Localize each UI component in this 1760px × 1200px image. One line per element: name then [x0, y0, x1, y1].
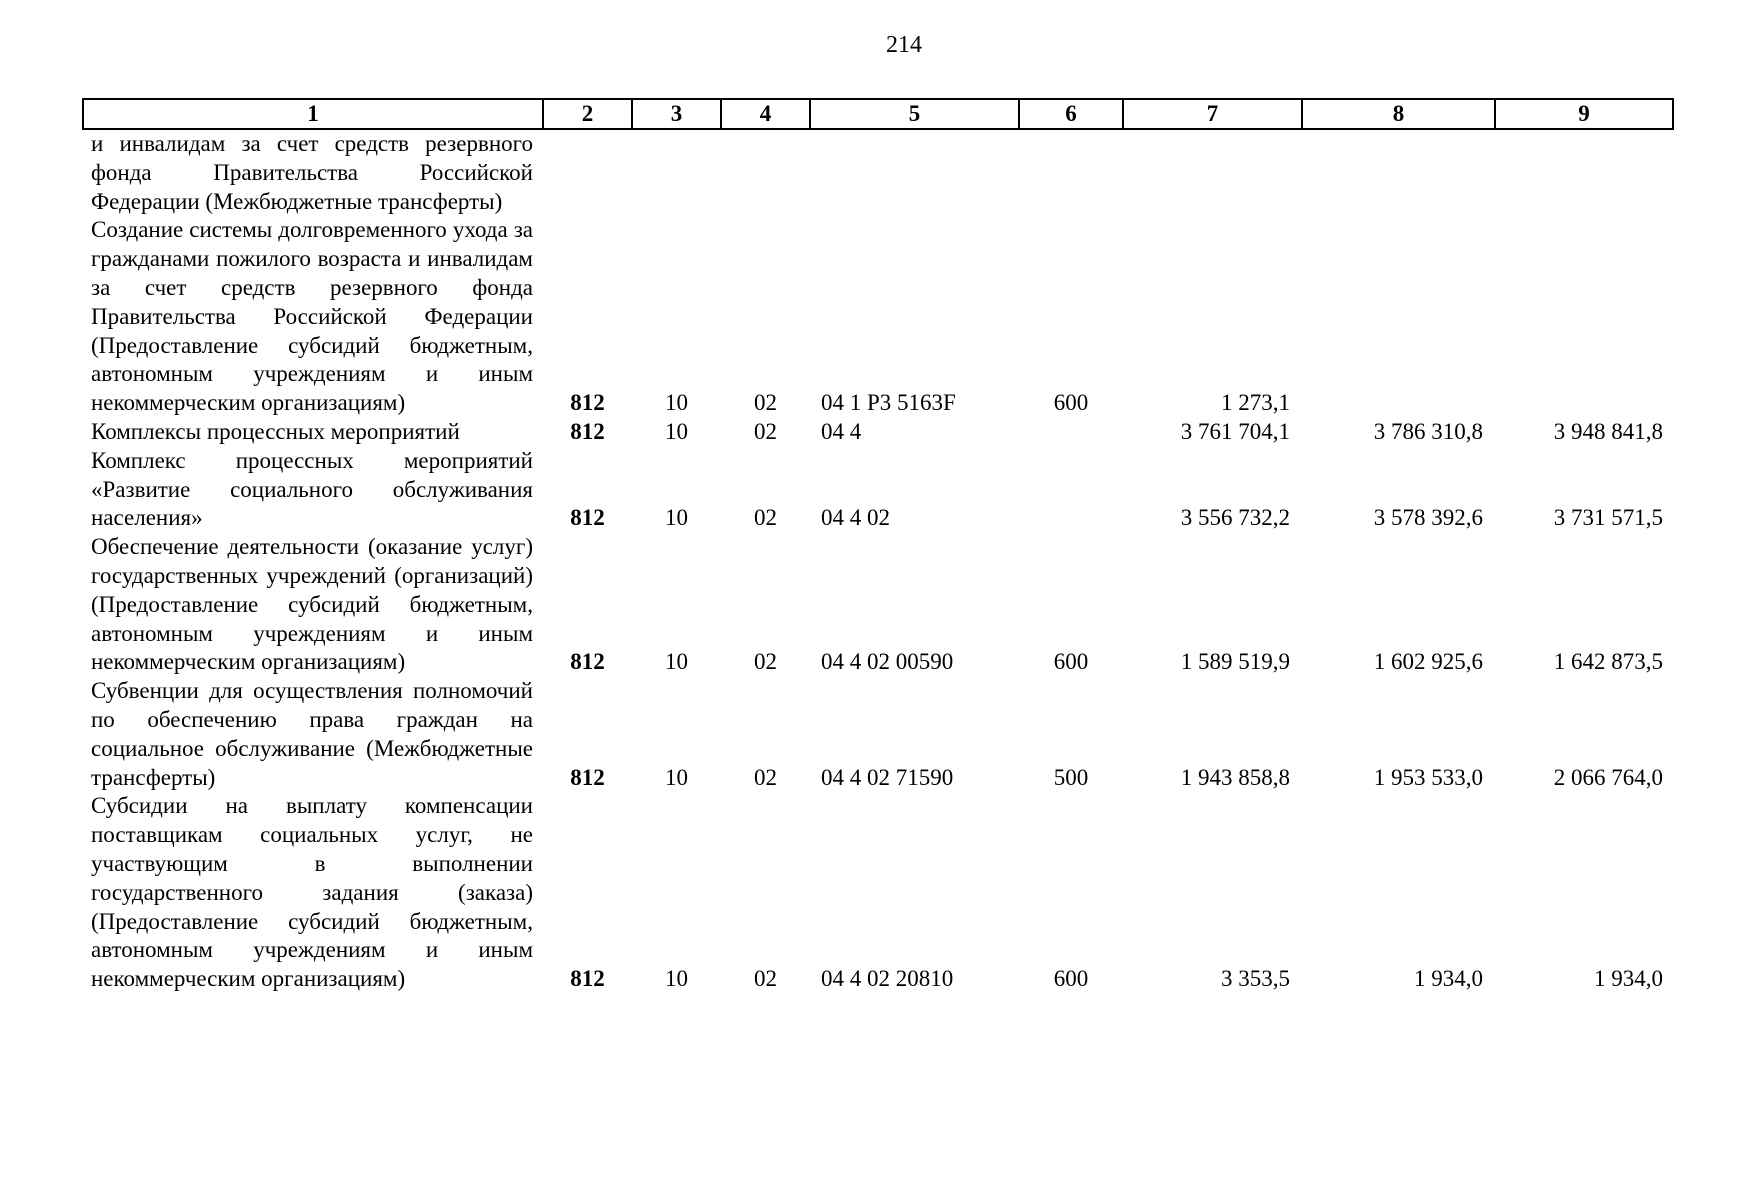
row-subsection-code: 02: [754, 966, 777, 992]
row-amount-col9: [1495, 216, 1673, 418]
row-subsection-code: [721, 129, 810, 216]
row-target-article: 04 4 02 00590: [821, 649, 954, 675]
row-target-article: 04 4 02 20810: [821, 966, 954, 992]
header-col-6: 6: [1019, 99, 1123, 129]
row-section-code: 10: [665, 418, 688, 444]
row-expense-type: 500: [1053, 764, 1089, 790]
header-col-3: 3: [632, 99, 721, 129]
row-expense-type: [1019, 129, 1123, 216]
row-subsection-code: 02: [754, 418, 777, 444]
row-amount-col8: 3 578 392,6: [1373, 505, 1483, 531]
row-amount-col8: 1 953 533,0: [1373, 764, 1483, 790]
row-expense-type: 600: [1053, 390, 1089, 416]
row-amount-col8: 3 786 310,8: [1373, 418, 1483, 444]
row-name: Обеспечение деятельности (оказание услуг) государственных учреждений (организаций) (Предоставление субсидий бюджетным, автономным учреждениям и иным некоммерческим организациям): [91, 534, 533, 675]
row-name: Комплекс процессных мероприятий «Развитие социального обслуживания населения»: [91, 447, 533, 531]
row-name: Комплексы процессных мероприятий: [91, 418, 460, 444]
row-expense-type: [1019, 418, 1123, 447]
row-amount-col7: 3 556 732,2: [1180, 505, 1290, 531]
header-col-2: 2: [543, 99, 632, 129]
row-subsection-code: 02: [754, 764, 777, 790]
row-ministry-code: 812: [570, 390, 605, 416]
row-ministry-code: 812: [570, 966, 605, 992]
row-target-article: 04 4: [821, 418, 862, 444]
row-amount-col7: [1123, 129, 1302, 216]
row-target-article: 04 4 02: [821, 505, 890, 531]
table-header-row: [83, 99, 1673, 129]
row-name: Создание системы долговременного ухода за гражданами пожилого возраста и инвалидам за счет средств резервного фонда Правительства Российской Федерации (Предоставление субсидий бюджетным, автономным учреждениям и иным некоммерческим организациям): [91, 217, 533, 416]
row-amount-col9: 3 731 571,5: [1553, 505, 1663, 531]
row-amount-col9: 1 642 873,5: [1553, 649, 1663, 675]
row-amount-col9: 1 934,0: [1594, 966, 1663, 992]
row-amount-col8: 1 934,0: [1414, 966, 1483, 992]
table-row: [83, 129, 1673, 216]
table-row: [83, 677, 1673, 792]
row-section-code: [632, 129, 721, 216]
row-target-article: 04 1 Р3 5163F: [821, 390, 956, 416]
row-ministry-code: [543, 129, 632, 216]
table-row: [83, 533, 1673, 677]
row-ministry-code: 812: [570, 649, 605, 675]
row-section-code: 10: [665, 505, 688, 531]
row-name: Субвенции для осуществления полномочий по обеспечению права граждан на социальное обслуживание (Межбюджетные трансферты): [91, 678, 533, 790]
budget-table: [82, 98, 1674, 994]
page-number: 214: [886, 32, 922, 58]
row-amount-col9: 2 066 764,0: [1553, 764, 1663, 790]
row-amount-col7: 1 589 519,9: [1180, 649, 1290, 675]
row-name: и инвалидам за счет средств резервного фонда Правительства Российской Федерации (Межбюджетные трансферты): [91, 131, 533, 214]
row-ministry-code: 812: [570, 418, 605, 444]
row-amount-col7: 1 273,1: [1221, 390, 1290, 416]
row-section-code: 10: [665, 966, 688, 992]
row-expense-type: 600: [1053, 649, 1089, 675]
row-subsection-code: 02: [754, 505, 777, 531]
row-amount-col8: [1302, 216, 1495, 418]
row-section-code: 10: [665, 390, 688, 416]
row-amount-col7: 1 943 858,8: [1180, 764, 1290, 790]
header-col-9: 9: [1495, 99, 1673, 129]
row-target-article: [810, 129, 1019, 216]
row-ministry-code: 812: [570, 764, 605, 790]
header-col-7: 7: [1123, 99, 1302, 129]
header-col-5: 5: [810, 99, 1019, 129]
row-expense-type: [1019, 447, 1123, 533]
row-amount-col8: [1302, 129, 1495, 216]
row-amount-col9: 3 948 841,8: [1553, 418, 1663, 444]
row-amount-col7: 3 761 704,1: [1180, 418, 1290, 444]
row-target-article: 04 4 02 71590: [821, 764, 954, 790]
header-col-1: 1: [83, 99, 543, 129]
row-section-code: 10: [665, 649, 688, 675]
table-row: [83, 792, 1673, 994]
row-amount-col7: 3 353,5: [1221, 966, 1290, 992]
row-section-code: 10: [665, 764, 688, 790]
header-col-8: 8: [1302, 99, 1495, 129]
table-row: [83, 418, 1673, 447]
row-subsection-code: 02: [754, 649, 777, 675]
row-ministry-code: 812: [570, 505, 605, 531]
row-amount-col8: 1 602 925,6: [1373, 649, 1483, 675]
row-name: Субсидии на выплату компенсации поставщикам социальных услуг, не участвующим в выполнении государственного задания (заказа) (Предоставление субсидий бюджетным, автономным учреждениям и иным некоммерческим организациям): [91, 793, 533, 992]
row-expense-type: 600: [1053, 966, 1089, 992]
row-subsection-code: 02: [754, 390, 777, 416]
header-col-4: 4: [721, 99, 810, 129]
table-row: [83, 216, 1673, 418]
row-amount-col9: [1495, 129, 1673, 216]
table-row: [83, 447, 1673, 533]
